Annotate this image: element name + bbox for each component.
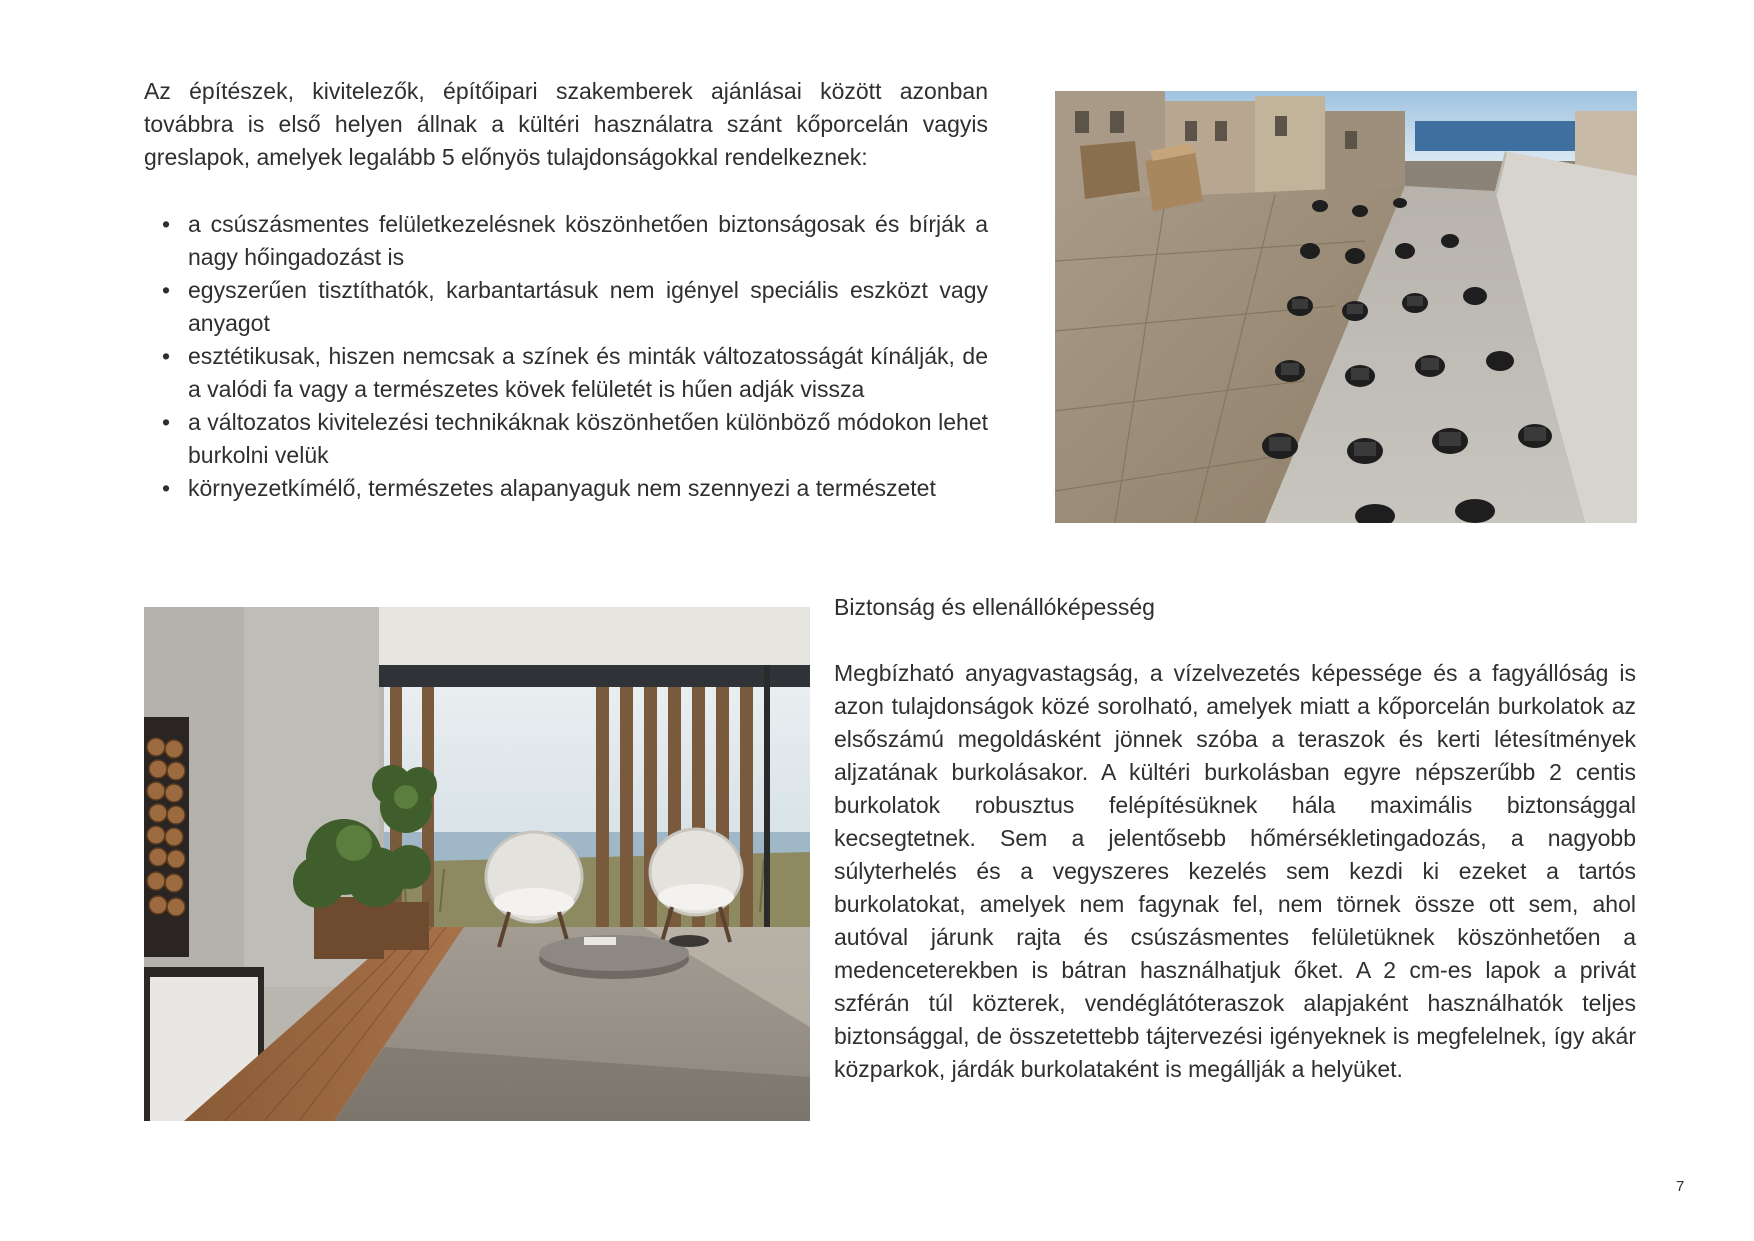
advantages-list	[144, 208, 988, 505]
bullet-icon: •	[162, 211, 171, 237]
bullet-icon: •	[162, 475, 171, 501]
list-item	[144, 406, 988, 472]
list-item-text: a változatos kivitelezési technikáknak köszönhetően különböző módokon lehet burkolni velük	[188, 409, 988, 468]
list-item-text: a csúszásmentes felületkezelésnek köszönhetően biztonságosak és bírják a nagy hőingadozást is	[188, 211, 988, 270]
bullet-icon: •	[162, 409, 171, 435]
body-paragraph: Megbízható anyagvastagság, a vízelvezetés képessége és a fagyállóság is azon tulajdonságok közé sorolható, amelyek miatt a kőporcelán burkolatok az elsőszámú megoldásként jönnek szóba a teraszok és kerti létesítmények aljzatának burkolásakor. A kültéri burkolásban egyre népszerűbb 2 centis burkolatok robusztus felépítésüknek hála maximális biztonsággal kecsegtetnek. Sem a jelentősebb hőmérsékletingadozás, a nagyobb súlyterhelés és a vegyszeres kezelés sem kezdi ki ezeket a tartós burkolatokat, amelyek nem fagynak fel, nem törnek össze ott sem, ahol autóval járunk rajta és csúszásmentes felületüknek köszönhetően a medenceterekben is bátran használhatjuk őket. A 2 cm-es lapok a privát szférán túl közterek, vendéglátóteraszok alapjaként használhatók teljes biztonsággal, de összetettebb tájtervezési igényeknek is megfelelnek, így akár közparkok, járdák burkolataként is megállják a helyüket.	[834, 660, 1636, 1082]
bullet-icon: •	[162, 343, 171, 369]
list-item	[144, 472, 988, 505]
bullet-icon: •	[162, 277, 171, 303]
list-item	[144, 340, 988, 406]
rooftop-pedestal-photo	[1055, 91, 1637, 523]
page-number: 7	[1676, 1178, 1685, 1195]
list-item-text: környezetkímélő, természetes alapanyaguk nem szennyezi a természetet	[188, 475, 936, 501]
section-heading: Biztonság és ellenállóképesség	[834, 594, 1155, 620]
intro-paragraph: Az építészek, kivitelezők, építőipari szakemberek ajánlásai között azonban továbbra is első helyen állnak a kültéri használatra szánt kőporcelán vagyis greslapok, amelyek legalább 5 előnyös tulajdonságokkal rendelkeznek:	[144, 78, 988, 170]
list-item-text: egyszerűen tisztíthatók, karbantartásuk nem igényel speciális eszközt vagy anyagot	[188, 277, 988, 336]
list-item	[144, 274, 988, 340]
terrace-lounge-photo	[144, 607, 810, 1121]
list-item	[144, 208, 988, 274]
list-item-text: esztétikusak, hiszen nemcsak a színek és minták változatosságát kínálják, de a valódi fa vagy a természetes kövek felületét is hűen adják vissza	[188, 343, 988, 402]
